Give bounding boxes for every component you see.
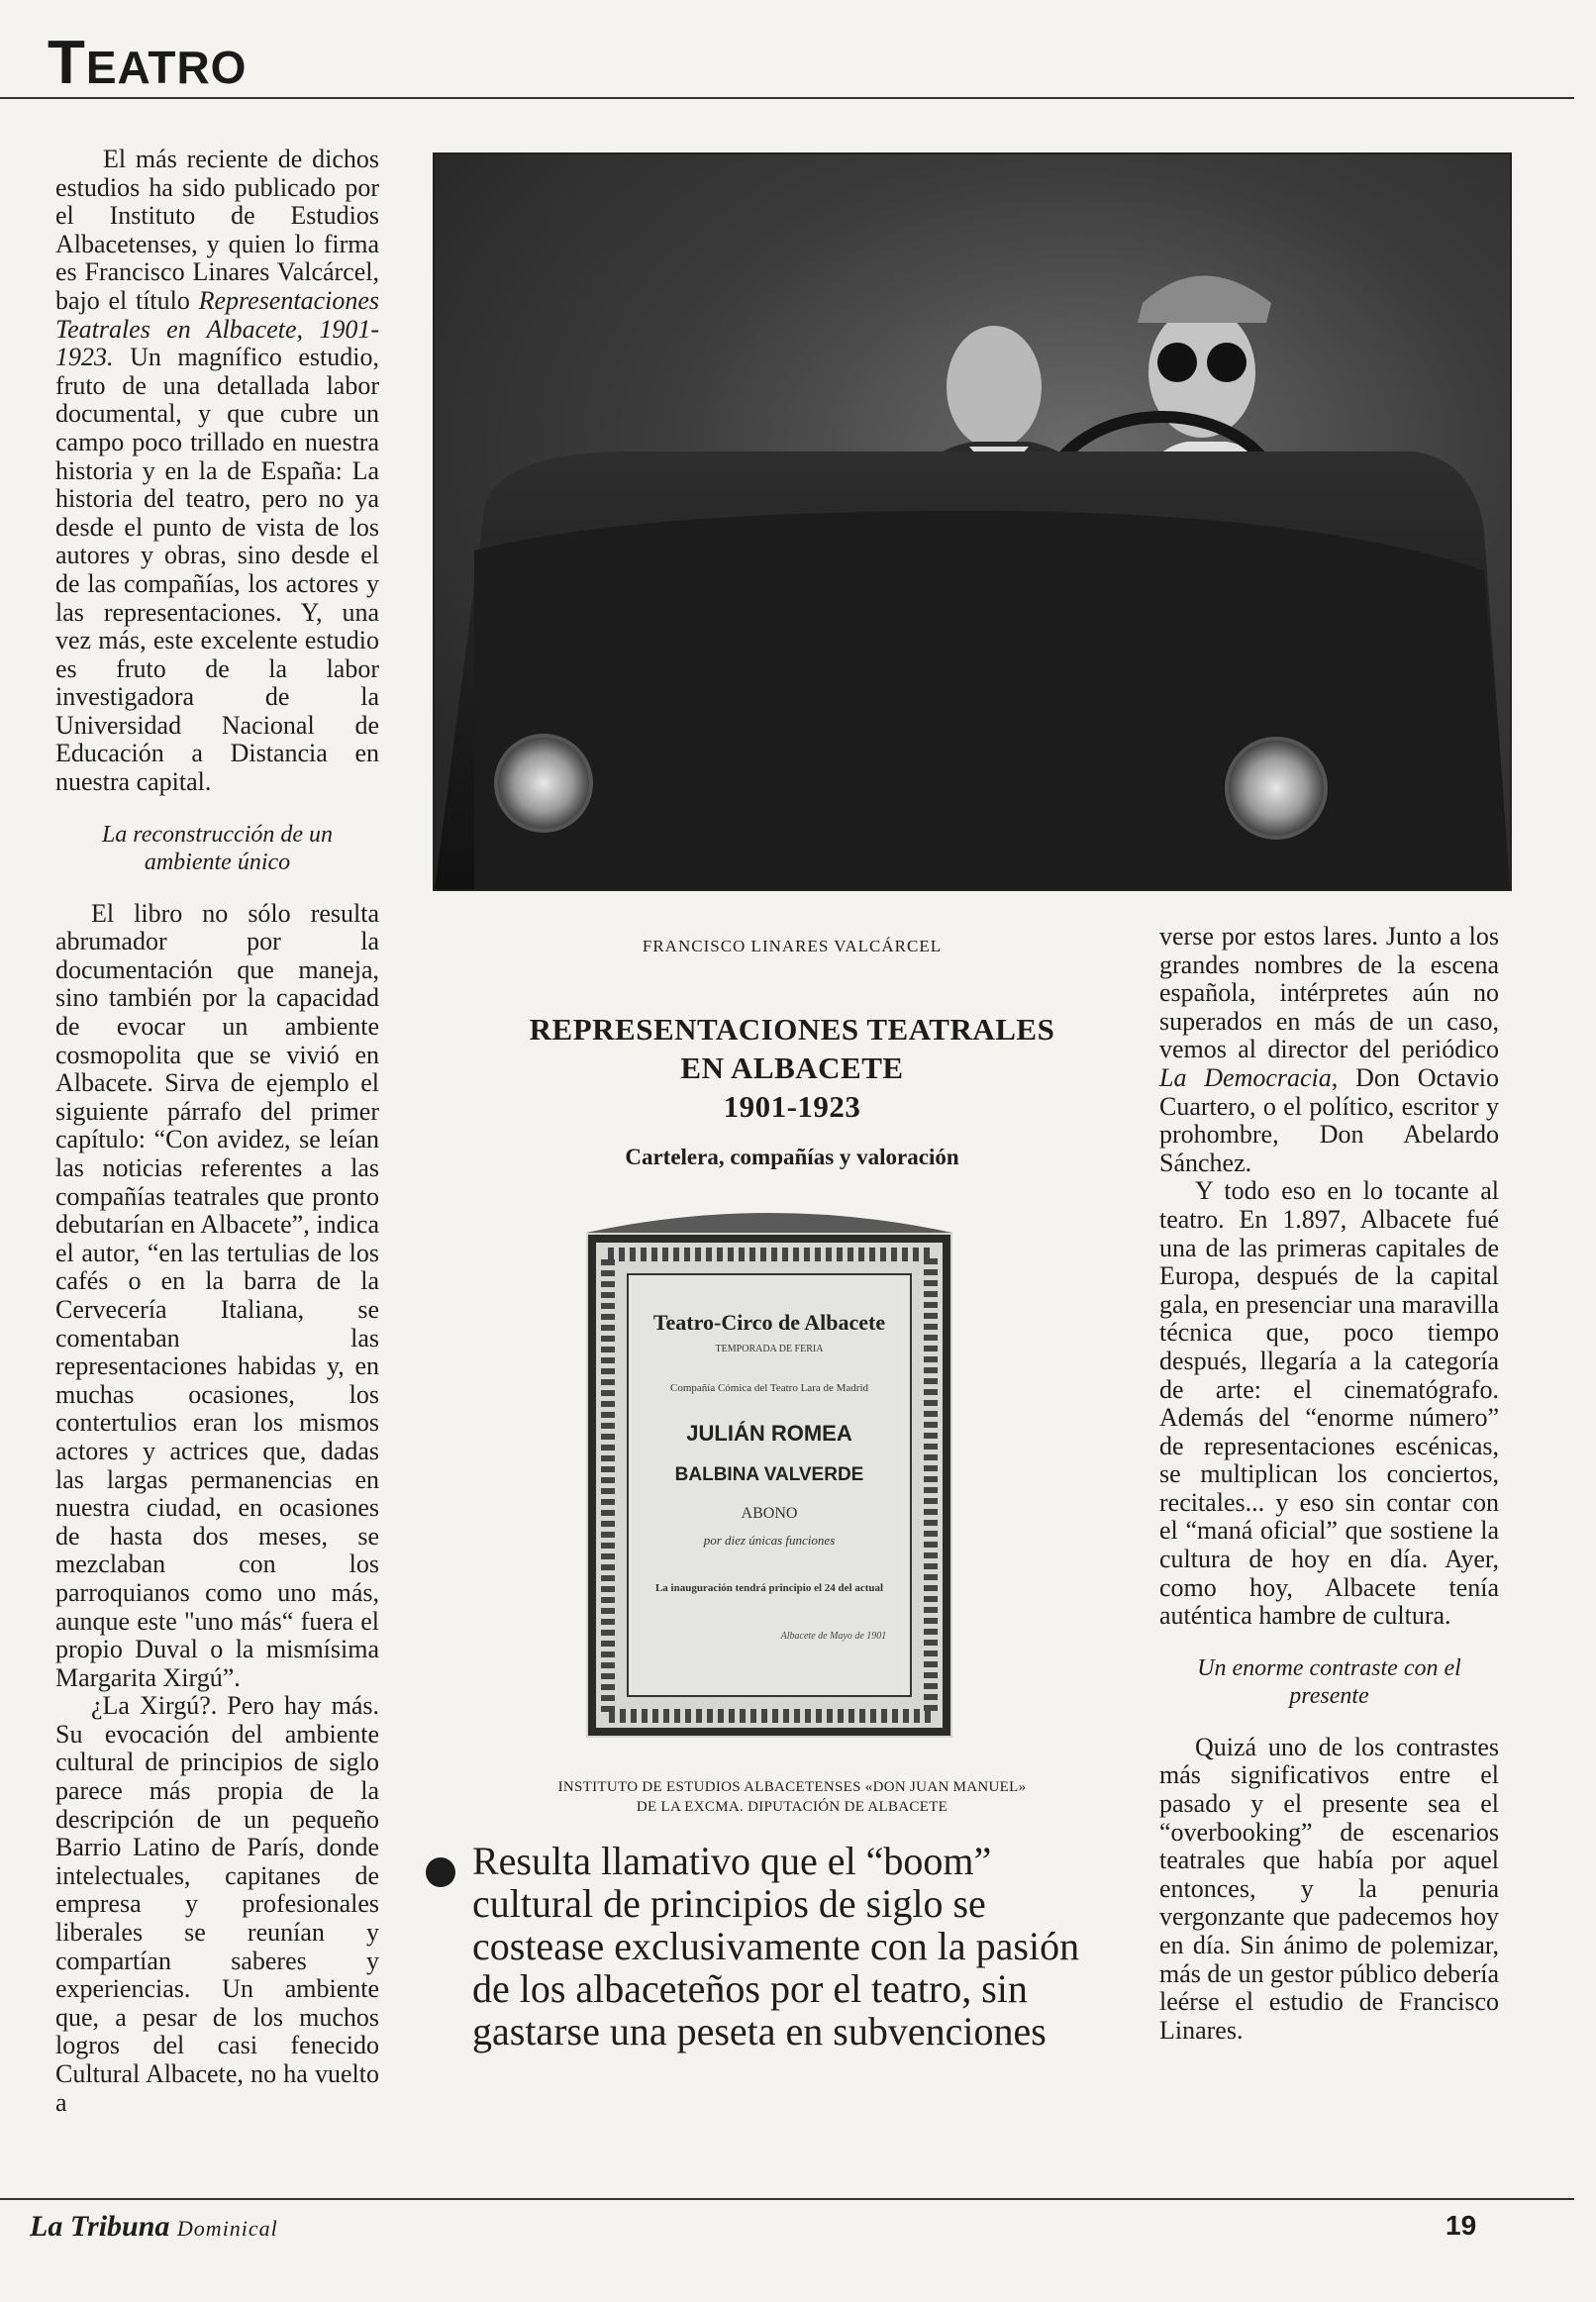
theatre-photo [433, 152, 1512, 891]
poster-graphic [586, 1203, 952, 1738]
section-title-rest: EATRO [85, 42, 248, 93]
poster-line-4: JULIÁN ROMEA [686, 1421, 852, 1446]
page-number: 19 [1446, 2210, 1477, 2241]
book-author: FRANCISCO LINARES VALCÁRCEL [642, 937, 943, 955]
footer-rule [0, 2198, 1574, 2200]
book-title-line-3: 1901-1923 [723, 1089, 861, 1124]
right-paragraph-3: Quizá uno de los contrastes más significativos entre el pasado y el presente sea el “overbooking” de escenarios teatrales que había por aquel entonces, y la penuria vergonzante que padecemos hoy en día. Sin ánimo de polemizar, más de un gestor público debería leérse el estudio de Francisco Linares. [1159, 1732, 1499, 2045]
theatre-photo-illustration [435, 154, 1510, 889]
poster-line-8: La inauguración tendrá principio el 24 del actual [654, 1582, 884, 1594]
right-subhead: Un enorme contraste con el presente [1197, 1654, 1461, 1709]
newspaper-name: La Democracia [1159, 1062, 1332, 1092]
book-title-line-2: EN ALBACETE [680, 1051, 904, 1085]
footer-brand-main: La Tribuna [30, 2210, 170, 2243]
left-p1-text-a: El más reciente de dichos estudios ha sido publicado por el Instituto de Estudios Albacetenses, y quien lo firma es Francisco Linares Valcárcel, bajo el título [55, 145, 379, 315]
poster-line-5: BALBINA VALVERDE [674, 1464, 864, 1485]
right-paragraph-1 [1159, 923, 1499, 1177]
publisher-line-1: INSTITUTO DE ESTUDIOS ALBACETENSES «DON JUAN MANUEL» [557, 1779, 1027, 1795]
left-subhead: La reconstrucción de un ambiente único [101, 821, 334, 875]
poster-line-2: TEMPORADA DE FERIA [715, 1344, 824, 1354]
poster-line-7: por diez únicas funciones [703, 1533, 836, 1548]
poster-line-1: Teatro-Circo de Albacete [652, 1310, 886, 1335]
left-paragraph-3: ¿La Xirgú?. Pero hay más. Su evocación del ambiente cultural de principios de siglo parece más propia de la descripción de un pequeño Barrio Latino de París, donde intelectuales, capitanes de empresa y profesionales liberales se reunían y compartían saberes y experiencias. Un ambiente que, a pesar de los muchos logros del casi fenecido Cultural Albacete, no ha vuelto a [55, 1691, 379, 2117]
book-subtitle: Cartelera, compañías y valoración [625, 1145, 959, 1169]
book-title-reference: Representaciones Teatrales en Albacete, 1901-1923. [55, 285, 379, 372]
book-title-line-1: REPRESENTACIONES TEATRALES [529, 1012, 1055, 1047]
theatre-poster [586, 1203, 952, 1738]
left-column [55, 146, 379, 2117]
poster-line-3: Compañía Cómica del Teatro Lara de Madrid [669, 1382, 869, 1394]
book-publisher [436, 1777, 1148, 1817]
bullet-icon [426, 1857, 455, 1887]
left-p1-text-b: Un magnífico estudio, fruto de una detallada labor documental, y que cubre un campo poco trillado en nuestra historia y en la de España: La historia del teatro, pero no ya desde el punto de vista de los autores y obras, sino desde el de las compañías, los actores y las representaciones. Y, una vez más, este excelente estudio es fruto de la labor investigadora de la Universidad Nacional de Educación a Distancia en nuestra capital. [55, 343, 379, 797]
poster-line-6: ABONO [741, 1505, 798, 1522]
section-title-initial: T [48, 29, 86, 97]
right-paragraph-2: Y todo eso en lo tocante al teatro. En 1.897, Albacete fué una de las primeras capitales de Europa, después de la capital gala, en presenciar una maravilla técnica que, poco tiempo después, llegaría a la categoría de arte: el cinematógrafo. Además del “enorme número” de representaciones escénicas, se multiplican los conciertos, recitales... y eso sin contar con el “maná oficial” que sostiene la cultura de hoy en día. Ayer, como hoy, Albacete tenía auténtica hambre de cultura. [1159, 1176, 1499, 1631]
poster-line-9: Albacete de Mayo de 1901 [780, 1631, 887, 1642]
left-paragraph-1 [55, 146, 379, 797]
footer-brand [30, 2210, 278, 2244]
pull-quote: Resulta llamativo que el “boom” cultural de principios de siglo se costease exclusivamente con la pasión de los albaceteños por el teatro, sin gastarse una peseta en subvenciones [472, 1839, 1080, 2053]
book-title [436, 1010, 1148, 1126]
footer-brand-sub: Dominical [176, 2216, 278, 2241]
right-p1-text-b: , Don Octavio Cuartero, o el político, escritor y prohombre, Don Abelardo Sánchez. [1159, 1062, 1499, 1177]
header-rule [0, 97, 1574, 99]
section-title [48, 28, 247, 98]
right-column [1159, 923, 1499, 2045]
left-paragraph-2: El libro no sólo resulta abrumador por la documentación que maneja, sino también por la capacidad de evocar un ambiente cosmopolita que se vivió en Albacete. Sirva de ejemplo el siguiente párrafo del primer capítulo: “Con avidez, se leían las noticias referentes a las compañías teatrales que pronto debutarían en Albacete”, indica el autor, “en las tertulias de los cafés o en la barra de la Cervecería Italiana, se comentaban las representaciones habidas y, en muchas ocasiones, los contertulios eran los mismos actores y actrices que, dadas las largas permanencias en nuestra ciudad, en ocasiones de hasta dos meses, se mezclaban con los parroquianos como uno más, aunque este "uno más“ fuera el propio Duval o la mismísima Margarita Xirgú”. [55, 898, 379, 1692]
right-p1-text-a: verse por estos lares. Junto a los grandes nombres de la escena española, intérpretes aún no superados en más de un caso, vemos al director del periódico [1159, 922, 1499, 1064]
publisher-line-2: DE LA EXCMA. DIPUTACIÓN DE ALBACETE [636, 1799, 948, 1815]
